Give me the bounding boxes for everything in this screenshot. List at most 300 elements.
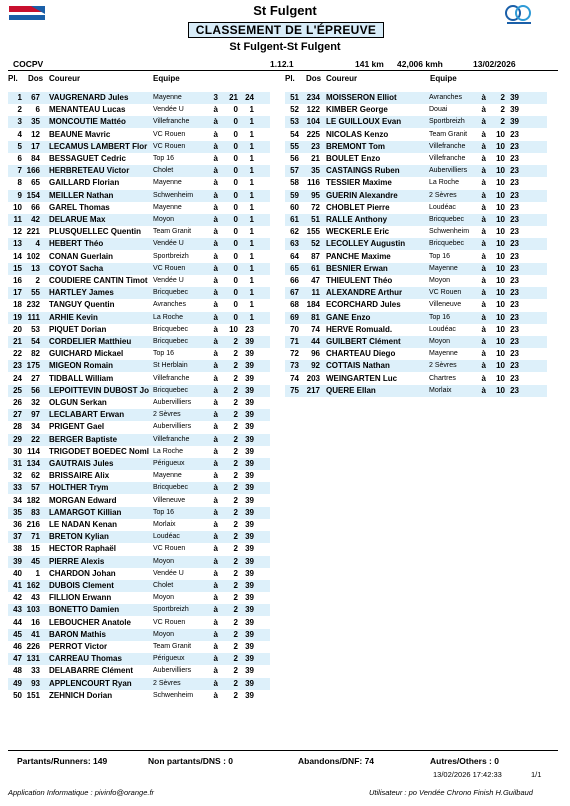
result-gap-c: 39	[245, 666, 254, 676]
result-gap-b: 10	[496, 337, 505, 346]
result-team: Moyon	[429, 338, 451, 345]
result-team: Team Granit	[429, 130, 468, 138]
result-place: 2	[17, 105, 22, 115]
result-rider: COUDIERE CANTIN Timot	[49, 276, 148, 285]
result-row	[8, 653, 270, 665]
result-gap-a: à	[213, 568, 218, 578]
result-gap-b: 10	[496, 385, 505, 395]
result-row	[285, 275, 547, 287]
result-team: 2 Sèvres	[153, 411, 181, 419]
result-gap-c: 23	[510, 129, 519, 139]
result-bib: 95	[311, 190, 320, 200]
result-rider: CONAN Guerlain	[49, 251, 114, 261]
result-rider: DELARUE Max	[49, 215, 106, 224]
result-gap-c: 39	[245, 349, 254, 359]
club-code: COCPV	[13, 59, 44, 69]
result-gap-c: 1	[249, 141, 254, 151]
result-team: Villeneuve	[153, 496, 186, 504]
result-gap-a: à	[213, 690, 218, 700]
application-credit: Application Informatique : pivinfo@orange.fr	[8, 788, 155, 797]
result-gap-a: à	[213, 202, 218, 212]
result-bib: 166	[26, 166, 40, 176]
result-rider: CHOBLET Pierre	[326, 202, 390, 212]
result-team: Moyon	[153, 557, 175, 565]
result-gap-c: 39	[245, 483, 254, 493]
result-row	[8, 116, 270, 128]
result-gap-b: 2	[233, 361, 238, 371]
result-place: 12	[13, 227, 22, 237]
result-gap-a: à	[213, 678, 218, 688]
result-row	[8, 531, 270, 543]
result-place: 17	[13, 288, 22, 298]
result-rider: OLGUN Serkan	[49, 398, 107, 407]
result-rider: HOLTHER Trym	[49, 483, 109, 493]
result-row	[285, 373, 547, 385]
result-rider: BERGER Baptiste	[49, 434, 118, 444]
result-bib: 182	[26, 495, 40, 505]
result-team: Avranches	[429, 94, 462, 101]
result-gap-a: à	[213, 532, 218, 542]
result-gap-c: 23	[510, 227, 519, 237]
result-bib: 203	[306, 373, 320, 383]
result-team: Bricquebec	[429, 240, 465, 248]
result-place: 44	[13, 617, 22, 627]
result-team: Bricquebec	[153, 325, 189, 333]
result-bib: 155	[306, 227, 320, 237]
result-team: Moyon	[153, 630, 175, 638]
result-gap-b: 0	[233, 251, 238, 261]
result-team: Bricquebec	[153, 338, 189, 345]
result-rider: TESSIER Maxime	[326, 178, 392, 188]
result-rider: PANCHE Maxime	[326, 251, 391, 261]
result-rider: PLUSQUELLEC Quentin	[49, 227, 141, 237]
result-gap-a: à	[213, 495, 218, 505]
result-gap-a: à	[213, 276, 218, 285]
result-gap-b: 0	[233, 276, 238, 285]
result-place: 51	[290, 93, 299, 102]
result-place: 47	[13, 654, 22, 664]
result-gap-a: à	[213, 373, 218, 383]
result-gap-c: 1	[249, 117, 254, 127]
result-bib: 65	[31, 178, 40, 188]
result-place: 68	[290, 300, 299, 310]
result-bib: 62	[31, 471, 40, 481]
result-rider: HERVE Romuald.	[326, 324, 393, 334]
result-gap-b: 10	[496, 361, 505, 371]
result-row	[8, 519, 270, 531]
result-place: 30	[13, 446, 22, 456]
result-bib: 72	[311, 202, 320, 212]
result-place: 42	[13, 593, 22, 603]
result-team: Bricquebec	[153, 386, 189, 394]
result-gap-a: à	[213, 446, 218, 456]
result-place: 75	[290, 385, 299, 395]
result-row	[8, 275, 270, 287]
result-gap-c: 1	[249, 105, 254, 115]
result-row	[285, 92, 547, 104]
col-header-pl: Pl.	[8, 74, 18, 83]
result-gap-a: à	[213, 166, 218, 176]
result-gap-a: à	[213, 337, 218, 346]
result-place: 64	[290, 251, 299, 261]
result-place: 63	[290, 239, 299, 249]
result-place: 70	[290, 324, 299, 334]
result-gap-a: à	[213, 288, 218, 298]
result-team: VC Rouen	[429, 289, 462, 297]
result-gap-c: 39	[245, 520, 254, 529]
result-place: 52	[290, 105, 299, 115]
result-place: 16	[13, 276, 22, 285]
result-gap-c: 39	[245, 556, 254, 566]
result-gap-c: 39	[245, 544, 254, 554]
result-team: Aubervilliers	[153, 423, 192, 431]
average-speed: 42,006 kmh	[397, 59, 443, 69]
result-place: 37	[13, 532, 22, 542]
distance: 141 km	[355, 59, 384, 69]
result-gap-c: 1	[249, 251, 254, 261]
result-team: Schwenheim	[429, 228, 470, 236]
result-gap-a: à	[213, 300, 218, 310]
result-gap-b: 2	[233, 666, 238, 676]
result-bib: 102	[26, 251, 40, 261]
result-gap-a: à	[481, 154, 486, 163]
result-gap-c: 39	[245, 446, 254, 456]
result-bib: 11	[311, 288, 320, 298]
result-gap-a: à	[213, 434, 218, 444]
result-place: 28	[13, 422, 22, 432]
result-bib: 15	[31, 544, 40, 554]
result-gap-b: 2	[233, 459, 238, 468]
result-gap-b: 10	[496, 178, 505, 188]
result-gap-a: à	[481, 215, 486, 224]
result-gap-b: 0	[233, 117, 238, 127]
result-rider: QUERE Ellan	[326, 385, 376, 395]
result-row	[285, 263, 547, 275]
result-team: VC Rouen	[153, 130, 186, 138]
result-gap-a: à	[213, 617, 218, 627]
result-place: 59	[290, 190, 299, 200]
result-rider: FILLION Erwann	[49, 593, 112, 603]
result-gap-b: 10	[496, 166, 505, 176]
result-rider: GAREL Thomas	[49, 202, 110, 212]
result-team: Sportbreizh	[429, 118, 465, 126]
result-row	[8, 690, 270, 702]
result-gap-b: 10	[496, 227, 505, 237]
result-gap-c: 39	[245, 593, 254, 603]
result-place: 57	[290, 166, 299, 176]
result-bib: 33	[31, 666, 40, 676]
result-rider: PRIGENT Gael	[49, 422, 105, 432]
result-gap-a: à	[213, 605, 218, 615]
result-gap-c: 39	[245, 605, 254, 615]
result-row	[285, 177, 547, 189]
result-row	[8, 385, 270, 397]
result-gap-b: 10	[496, 373, 505, 383]
result-team: Cholet	[153, 582, 174, 589]
result-gap-b: 10	[496, 141, 505, 151]
result-gap-c: 1	[249, 166, 254, 176]
result-gap-b: 10	[496, 129, 505, 139]
result-gap-c: 39	[245, 654, 254, 664]
result-team: Top 16	[153, 155, 175, 162]
result-gap-c: 23	[510, 190, 519, 200]
result-place: 7	[17, 166, 22, 176]
result-gap-a: à	[481, 373, 486, 383]
result-gap-b: 0	[233, 263, 238, 273]
result-bib: 12	[31, 129, 40, 139]
result-team: La Roche	[153, 447, 183, 455]
result-gap-b: 2	[233, 520, 238, 529]
result-place: 33	[13, 483, 22, 493]
result-gap-b: 2	[233, 678, 238, 688]
result-gap-b: 2	[233, 654, 238, 664]
result-rider: LEPOITTEVIN DUBOST Jo	[49, 385, 150, 395]
result-team: Schwenheim	[153, 691, 194, 699]
result-gap-c: 23	[510, 202, 519, 212]
result-gap-c: 39	[245, 617, 254, 627]
result-gap-c: 23	[510, 300, 519, 310]
result-gap-c: 23	[245, 324, 254, 334]
result-bib: 55	[31, 288, 40, 298]
result-gap-b: 10	[496, 300, 505, 310]
result-place: 26	[13, 398, 22, 407]
category-code: 1.12.1	[270, 59, 294, 69]
result-place: 61	[290, 215, 299, 224]
result-team: Mayenne	[153, 472, 182, 480]
result-bib: 175	[26, 361, 40, 371]
result-row	[8, 373, 270, 385]
result-rider: MORGAN Edward	[49, 495, 117, 505]
result-row	[8, 263, 270, 275]
result-gap-a: à	[481, 263, 486, 273]
result-gap-c: 23	[510, 154, 519, 163]
result-bib: 43	[31, 593, 40, 603]
result-row	[8, 507, 270, 519]
result-team: Aubervilliers	[153, 667, 192, 675]
result-row	[285, 312, 547, 324]
result-bib: 21	[311, 154, 320, 163]
result-team: Villefranche	[153, 435, 190, 443]
result-rider: LAMARGOT Killian	[49, 507, 122, 517]
result-rider: COYOT Sacha	[49, 263, 104, 273]
result-bib: 52	[311, 239, 320, 249]
result-bib: 92	[311, 361, 320, 371]
result-gap-c: 23	[510, 166, 519, 176]
result-gap-a: à	[213, 178, 218, 188]
result-place: 49	[13, 678, 22, 688]
result-team: Loudéac	[429, 325, 456, 333]
result-gap-b: 0	[233, 239, 238, 249]
race-date: 13/02/2026	[473, 59, 516, 69]
result-row	[8, 580, 270, 592]
result-rider: BEAUNE Mavric	[49, 129, 111, 139]
result-gap-a: à	[481, 312, 486, 322]
result-rider: GAUTRAIS Jules	[49, 459, 114, 468]
result-bib: 103	[26, 605, 40, 615]
result-rider: RALLE Anthony	[326, 215, 388, 224]
result-team: Mayenne	[153, 203, 182, 211]
result-gap-a: à	[213, 215, 218, 224]
result-gap-a: à	[481, 251, 486, 261]
result-team: Mayenne	[153, 94, 182, 101]
result-team: La Roche	[429, 179, 459, 187]
result-bib: 47	[311, 276, 320, 285]
result-row	[8, 629, 270, 641]
result-gap-b: 0	[233, 190, 238, 200]
result-team: Périgueux	[153, 655, 185, 663]
result-row	[8, 665, 270, 677]
result-gap-c: 39	[245, 629, 254, 639]
result-gap-c: 23	[510, 239, 519, 249]
result-row	[8, 543, 270, 555]
result-rider: ARHIE Kevin	[49, 312, 98, 322]
result-bib: 131	[26, 654, 40, 664]
result-row	[8, 177, 270, 189]
result-gap-c: 23	[510, 349, 519, 359]
result-bib: 42	[31, 215, 40, 224]
others-count: Autres/Others : 0	[430, 756, 499, 766]
result-place: 43	[13, 605, 22, 615]
result-rider: THIEULENT Théo	[326, 276, 393, 285]
result-place: 35	[13, 507, 22, 517]
result-team: VC Rouen	[153, 142, 186, 150]
result-gap-c: 23	[510, 361, 519, 371]
result-gap-a: à	[481, 385, 486, 395]
result-gap-b: 2	[500, 117, 505, 127]
result-gap-b: 2	[233, 690, 238, 700]
result-gap-b: 2	[500, 105, 505, 115]
result-gap-c: 23	[510, 312, 519, 322]
result-team: Villefranche	[429, 142, 466, 150]
result-rider: BRETON Kylian	[49, 532, 109, 542]
result-row	[285, 348, 547, 360]
result-row	[285, 214, 547, 226]
result-gap-b: 2	[233, 568, 238, 578]
result-gap-a: à	[213, 410, 218, 420]
result-bib: 45	[31, 556, 40, 566]
result-bib: 114	[27, 446, 40, 456]
result-gap-b: 0	[233, 166, 238, 176]
result-rider: APPLENCOURT Ryan	[49, 678, 132, 688]
result-team: Team Granit	[153, 228, 192, 236]
result-team: 2 Sèvres	[429, 191, 457, 199]
result-gap-c: 39	[245, 337, 254, 346]
result-rider: CHARDON Johan	[49, 568, 116, 578]
result-place: 34	[13, 495, 22, 505]
result-gap-c: 23	[510, 288, 519, 298]
result-gap-c: 1	[249, 227, 254, 237]
result-gap-b: 2	[233, 446, 238, 456]
result-row	[285, 238, 547, 250]
result-team: Morlaix	[153, 521, 176, 528]
result-bib: 44	[311, 337, 320, 346]
result-rider: CARREAU Thomas	[49, 654, 122, 664]
result-rider: NICOLAS Kenzo	[326, 129, 389, 139]
result-gap-a: à	[213, 129, 218, 139]
result-gap-b: 2	[233, 605, 238, 615]
result-gap-c: 1	[249, 202, 254, 212]
result-place: 1	[17, 93, 22, 102]
result-bib: 71	[31, 532, 40, 542]
result-gap-c: 23	[510, 385, 519, 395]
result-team: 2 Sèvres	[429, 362, 457, 370]
result-bib: 41	[31, 629, 40, 639]
result-place: 23	[13, 361, 22, 371]
result-rider: BONETTO Damien	[49, 605, 120, 615]
result-row	[8, 641, 270, 653]
result-bib: 22	[31, 434, 40, 444]
result-bib: 134	[26, 459, 40, 468]
result-rider: DUBOIS Clement	[49, 581, 114, 590]
result-rider: HARTLEY James	[49, 288, 114, 298]
result-gap-c: 23	[510, 178, 519, 188]
result-row	[8, 104, 270, 116]
result-team: Moyon	[153, 216, 175, 223]
result-gap-a: à	[213, 629, 218, 639]
result-bib: 221	[26, 227, 40, 237]
result-gap-a: à	[213, 117, 218, 127]
result-bib: 27	[31, 373, 40, 383]
result-gap-c: 39	[245, 373, 254, 383]
result-rider: LECLABART Erwan	[49, 410, 125, 420]
user-credit: Utilisateur : po Vendée Chrono Finish H.Guilbaud	[369, 788, 533, 797]
result-gap-b: 10	[496, 349, 505, 359]
col-header-dos: Dos	[28, 74, 44, 83]
result-place: 60	[290, 202, 299, 212]
result-gap-b: 2	[233, 337, 238, 346]
result-rider: BESSAGUET Cedric	[49, 154, 126, 163]
page-number: 1/1	[531, 770, 542, 779]
result-rider: BRISSAIRE Alix	[49, 471, 110, 481]
col-header-equipe: Equipe	[430, 74, 457, 83]
result-row	[8, 129, 270, 141]
result-gap-c: 1	[249, 178, 254, 188]
result-row	[8, 92, 270, 104]
result-gap-c: 39	[245, 385, 254, 395]
col-header-dos: Dos	[306, 74, 322, 83]
result-bib: 87	[311, 251, 320, 261]
result-place: 45	[13, 629, 22, 639]
result-rider: HERBRETEAU Victor	[49, 166, 130, 176]
result-gap-a: à	[213, 324, 218, 334]
result-bib: 116	[307, 178, 320, 188]
footer-divider	[8, 750, 558, 751]
result-gap-b: 0	[233, 141, 238, 151]
result-rider: PIQUET Dorian	[49, 324, 107, 334]
result-bib: 93	[31, 678, 40, 688]
result-team: Team Granit	[153, 643, 192, 650]
result-row	[8, 226, 270, 238]
result-team: Sportbreizh	[153, 252, 189, 260]
result-bib: 56	[31, 385, 40, 395]
result-gap-a: à	[481, 93, 486, 102]
result-rider: LECOLLEY Augustin	[326, 239, 406, 249]
result-gap-a: à	[213, 556, 218, 566]
result-gap-a: à	[213, 398, 218, 407]
result-place: 39	[13, 556, 22, 566]
result-bib: 74	[311, 324, 320, 334]
result-gap-c: 39	[245, 410, 254, 420]
result-gap-c: 23	[510, 276, 519, 285]
result-team: Périgueux	[153, 460, 185, 467]
result-rider: MONCOUTIE Mattéo	[49, 117, 126, 127]
result-row	[285, 153, 547, 165]
result-gap-b: 0	[233, 312, 238, 322]
result-rider: GUERIN Alexandre	[326, 190, 398, 200]
result-gap-b: 2	[233, 434, 238, 444]
result-team: Bricquebec	[429, 216, 465, 223]
result-rider: BREMONT Tom	[326, 141, 385, 151]
